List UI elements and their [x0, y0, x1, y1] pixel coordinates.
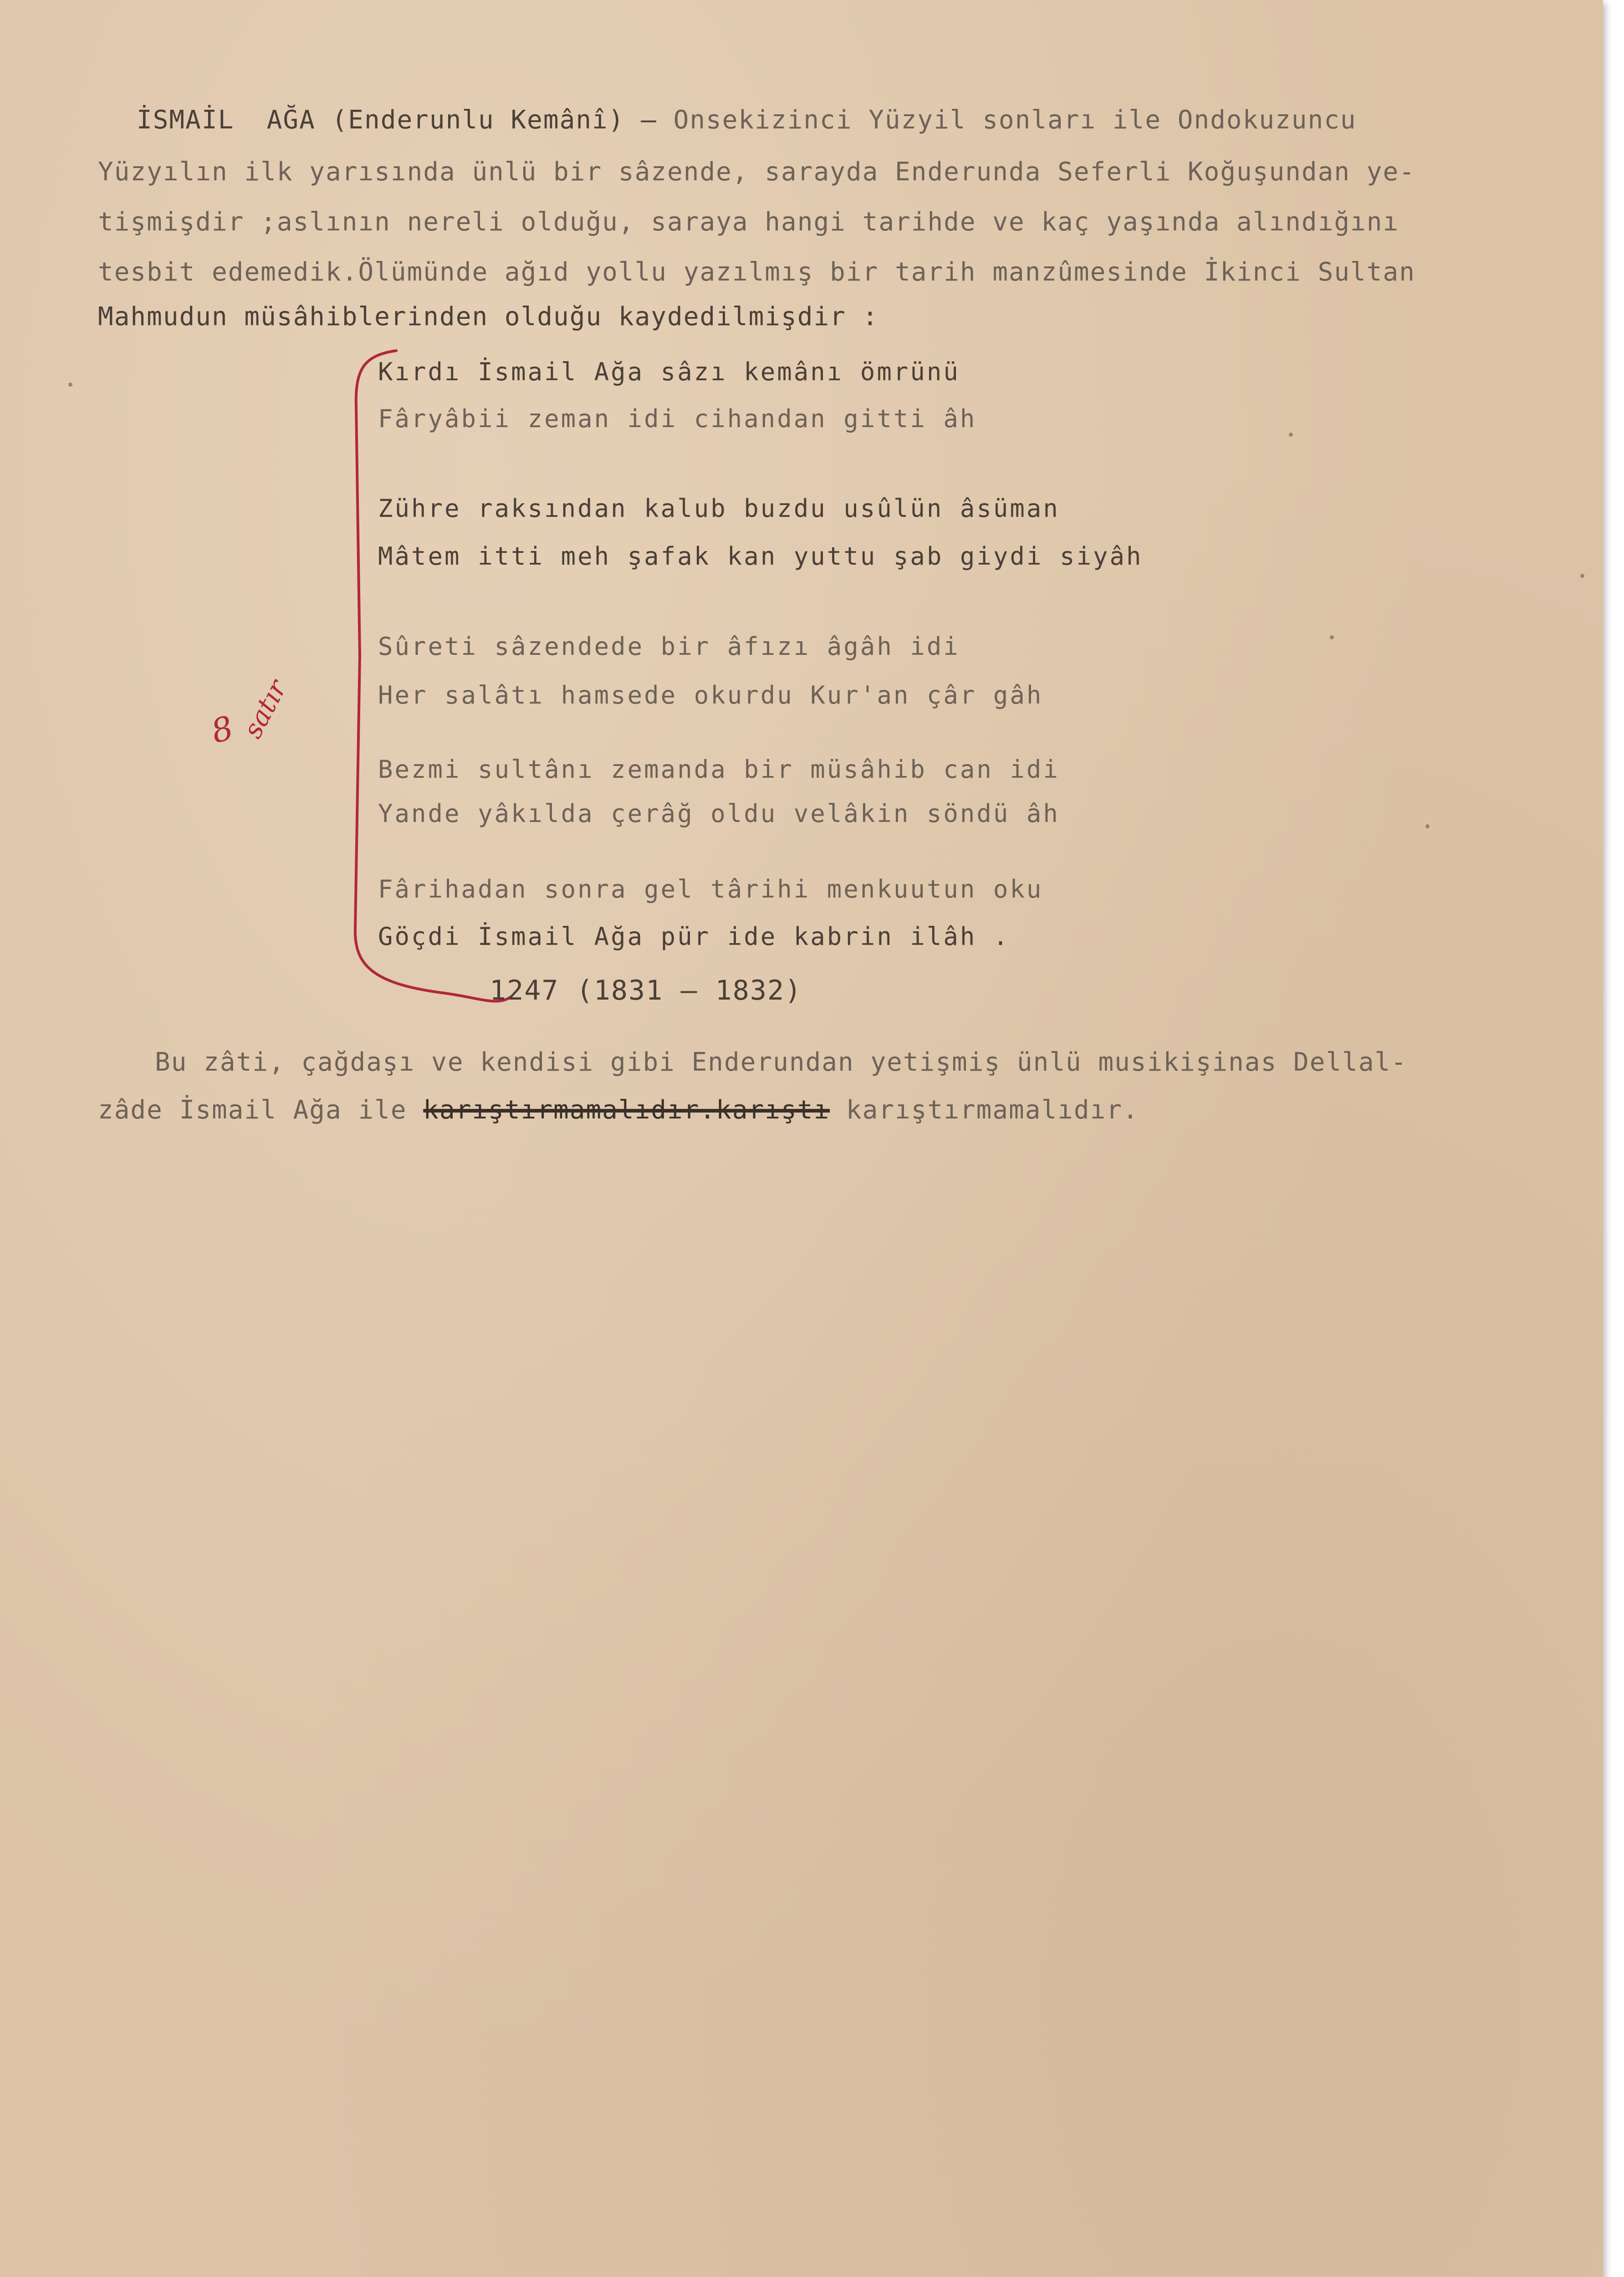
paper-speck [68, 383, 72, 387]
header-dash: – [641, 105, 657, 135]
poem-line: Zühre raksından kalub buzdu usûlün âsüman [378, 494, 1060, 523]
intro-line: Yüzyılın ilk yarısında ünlü bir sâzende, sarayda Enderunda Seferli Koğuşundan ye- [98, 157, 1415, 187]
poem-line: Bezmi sultânı zemanda bir müsâhib can idi [378, 755, 1060, 784]
paper-speck [1289, 433, 1293, 437]
margin-note-number: 8 [207, 708, 237, 751]
paper-speck [1330, 635, 1334, 639]
poem-line: Fâryâbii zeman idi cihandan gitti âh [378, 404, 977, 433]
intro-line: tişmişdir ;aslının nereli olduğu, saraya hangi tarihde ve kaç yaşında alındığını [98, 207, 1399, 237]
poem-line: Göçdi İsmail Ağa pür ide kabrin ilâh . [378, 922, 1010, 951]
poem-line: Sûreti sâzendede bir âfızı âgâh idi [378, 632, 960, 661]
closing-end: karıştırmamalıdır. [830, 1095, 1139, 1125]
paper-speck [1580, 574, 1584, 578]
closing-line-2 [98, 1095, 1139, 1125]
poem-line: Her salâtı hamsede okurdu Kur'an çâr gâh [378, 681, 1043, 710]
entry-epithet: (Enderunlu Kemânî) [332, 105, 625, 135]
poem-line: Kırdı İsmail Ağa sâzı kemânı ömrünü [378, 357, 960, 386]
date-line: 1247 (1831 – 1832) [490, 975, 802, 1006]
paper-speck [1425, 824, 1430, 828]
closing-line: Bu zâti, çağdaşı ve kendisi gibi Enderundan yetişmiş ünlü musikişinas Dellal- [155, 1047, 1408, 1077]
intro-line: tesbit edemedik.Ölümünde ağıd yollu yazılmış bir tarih manzûmesinde İkinci Sultan [98, 257, 1415, 287]
red-bracket-mark [328, 337, 829, 1020]
intro-line: Mahmudun müsâhiblerinden olduğu kaydedilmişdir : [98, 302, 879, 332]
poem-line: Mâtem itti meh şafak kan yuttu şab giydi siyâh [378, 542, 1143, 571]
header-line [137, 107, 1357, 133]
closing-start: zâde İsmail Ağa ile [98, 1095, 424, 1125]
struck-text: karıştırmamalıdır.karıştı [423, 1095, 830, 1125]
poem-line: Fârihadan sonra gel târihi menkuutun oku [378, 875, 1043, 904]
entry-name: İSMAİL AĞA [137, 105, 316, 135]
poem-line: Yande yâkılda çerâğ oldu velâkin söndü âh [378, 799, 1060, 828]
header-rest: Onsekizinci Yüzyil sonları ile Ondokuzuncu [673, 105, 1357, 135]
margin-note-word: satır [237, 674, 293, 743]
